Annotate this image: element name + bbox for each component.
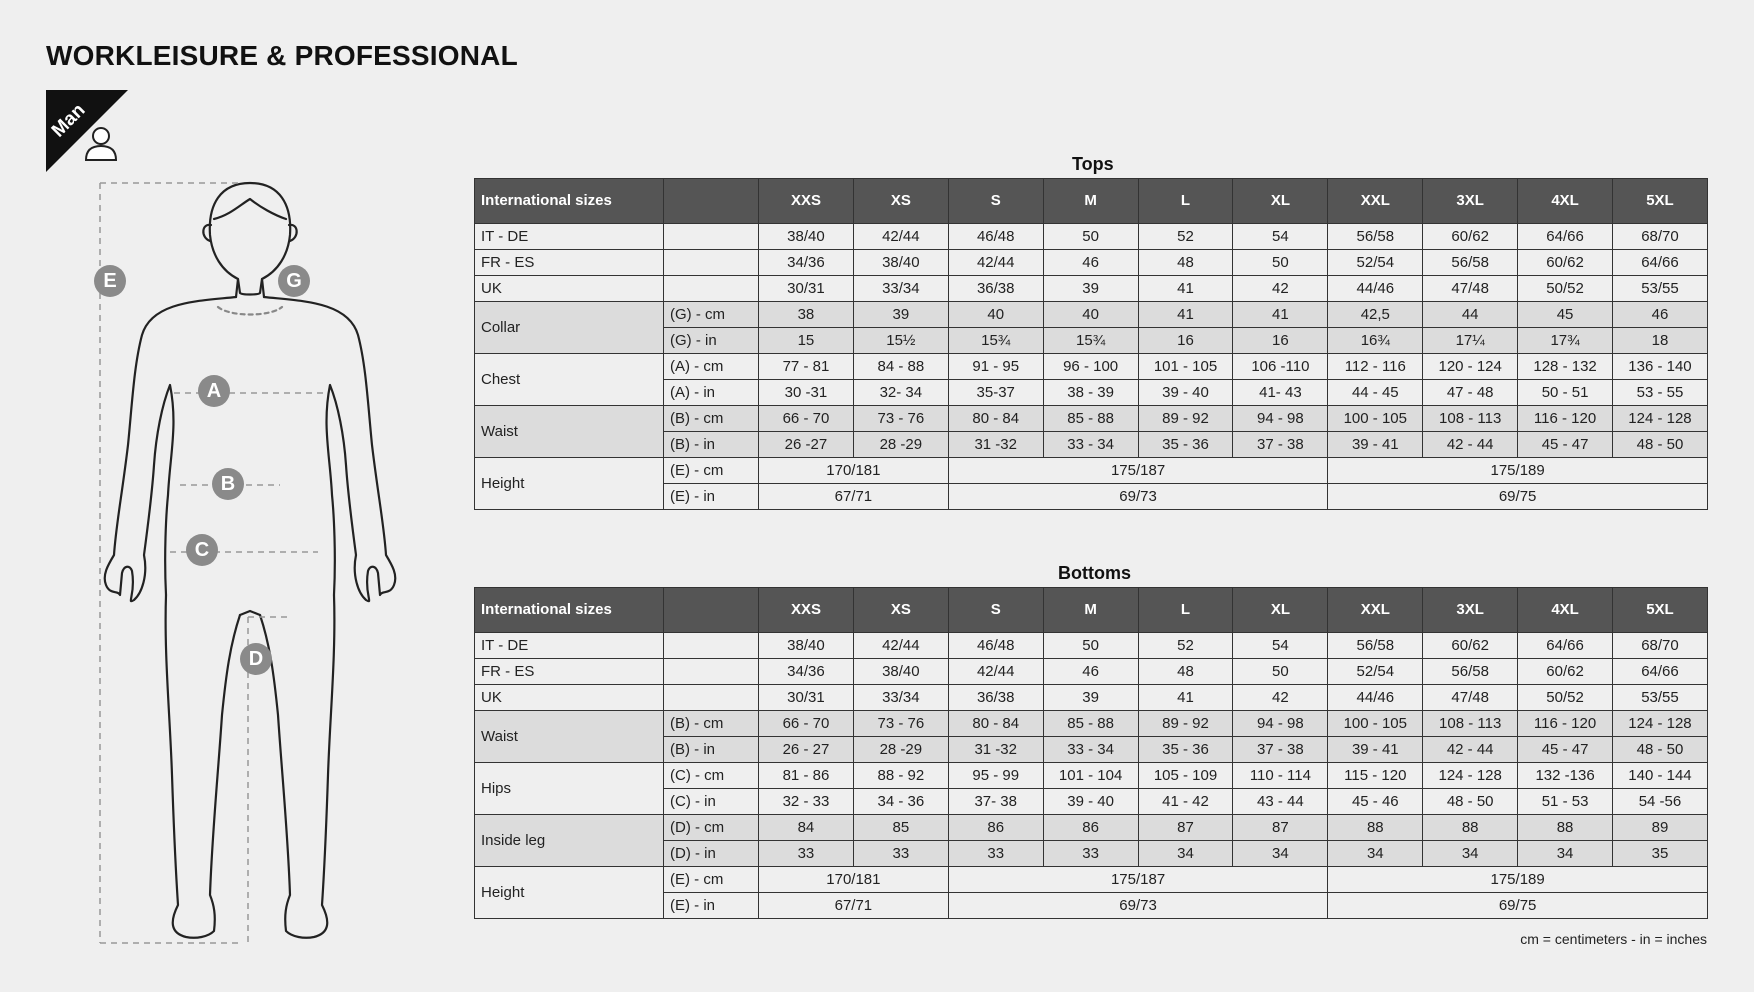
row-label: UK [475, 276, 664, 302]
size-cell: 33 [759, 841, 854, 867]
size-cell: 64/66 [1518, 633, 1613, 659]
size-cell: 54 -56 [1613, 789, 1708, 815]
size-cell: 60/62 [1423, 633, 1518, 659]
size-cell: 30/31 [759, 685, 854, 711]
size-header: XXS [759, 588, 854, 633]
size-cell: 38/40 [853, 250, 948, 276]
height-cell: 175/189 [1328, 458, 1708, 484]
row-unit: (C) - cm [664, 763, 759, 789]
size-cell: 52/54 [1328, 659, 1423, 685]
size-cell: 41 [1138, 276, 1233, 302]
row-unit: (A) - in [664, 380, 759, 406]
size-cell: 17¾ [1518, 328, 1613, 354]
size-cell: 88 - 92 [853, 763, 948, 789]
size-cell: 39 - 40 [1138, 380, 1233, 406]
size-cell: 66 - 70 [759, 406, 854, 432]
size-cell: 84 [759, 815, 854, 841]
size-cell: 81 - 86 [759, 763, 854, 789]
size-cell: 56/58 [1423, 659, 1518, 685]
height-cell: 170/181 [759, 867, 949, 893]
size-cell: 60/62 [1518, 659, 1613, 685]
size-cell: 45 - 46 [1328, 789, 1423, 815]
size-cell: 115 - 120 [1328, 763, 1423, 789]
size-cell: 52/54 [1328, 250, 1423, 276]
size-cell: 60/62 [1518, 250, 1613, 276]
header-row [475, 588, 1708, 633]
size-cell: 52 [1138, 224, 1233, 250]
size-cell: 56/58 [1328, 633, 1423, 659]
size-cell: 54 [1233, 633, 1328, 659]
size-cell: 112 - 116 [1328, 354, 1423, 380]
size-cell: 100 - 105 [1328, 406, 1423, 432]
body-figure [90, 175, 420, 955]
size-cell: 16 [1138, 328, 1233, 354]
row-unit: (D) - in [664, 841, 759, 867]
size-cell: 26 -27 [759, 432, 854, 458]
size-cell: 50 [1233, 250, 1328, 276]
size-cell: 77 - 81 [759, 354, 854, 380]
bottoms-caption: Bottoms [1058, 563, 1131, 583]
row-label: Inside leg [475, 815, 664, 867]
row-unit [664, 276, 759, 302]
height-cell: 67/71 [759, 893, 949, 919]
size-cell: 56/58 [1423, 250, 1518, 276]
size-header: S [948, 588, 1043, 633]
row-label: Chest [475, 354, 664, 406]
size-cell: 35-37 [948, 380, 1043, 406]
size-cell: 132 -136 [1518, 763, 1613, 789]
height-cell: 69/75 [1328, 484, 1708, 510]
table-row [475, 711, 1708, 737]
header-label: International sizes [475, 588, 664, 633]
size-cell: 45 - 47 [1518, 737, 1613, 763]
table-row [475, 458, 1708, 484]
size-cell: 41 - 42 [1138, 789, 1233, 815]
size-cell: 48 - 50 [1613, 432, 1708, 458]
size-cell: 32- 34 [853, 380, 948, 406]
row-unit: (G) - in [664, 328, 759, 354]
header-unit [664, 588, 759, 633]
row-unit [664, 250, 759, 276]
marker-g: G [278, 265, 310, 297]
size-cell: 46/48 [948, 224, 1043, 250]
height-cell: 175/189 [1328, 867, 1708, 893]
size-header: 3XL [1423, 179, 1518, 224]
size-cell: 35 [1613, 841, 1708, 867]
size-header: S [948, 179, 1043, 224]
size-cell: 33/34 [853, 685, 948, 711]
size-cell: 34 [1328, 841, 1423, 867]
person-icon [86, 128, 116, 160]
table-row [475, 224, 1708, 250]
size-header: XL [1233, 179, 1328, 224]
size-cell: 38 - 39 [1043, 380, 1138, 406]
row-unit: (D) - cm [664, 815, 759, 841]
size-cell: 45 - 47 [1518, 432, 1613, 458]
size-cell: 120 - 124 [1423, 354, 1518, 380]
size-cell: 64/66 [1613, 250, 1708, 276]
size-header: 5XL [1613, 179, 1708, 224]
row-unit: (E) - cm [664, 458, 759, 484]
size-cell: 60/62 [1423, 224, 1518, 250]
height-cell: 170/181 [759, 458, 949, 484]
header-row [475, 179, 1708, 224]
row-unit: (B) - in [664, 737, 759, 763]
size-cell: 86 [948, 815, 1043, 841]
size-cell: 36/38 [948, 276, 1043, 302]
size-header: XXL [1328, 179, 1423, 224]
size-cell: 96 - 100 [1043, 354, 1138, 380]
badge-label: Man [47, 99, 90, 142]
size-cell: 47/48 [1423, 685, 1518, 711]
row-unit [664, 659, 759, 685]
size-cell: 73 - 76 [853, 711, 948, 737]
size-header: XS [853, 179, 948, 224]
row-unit [664, 685, 759, 711]
table-row [475, 276, 1708, 302]
size-cell: 42/44 [948, 250, 1043, 276]
size-cell: 89 [1613, 815, 1708, 841]
size-cell: 89 - 92 [1138, 711, 1233, 737]
size-cell: 34 [1518, 841, 1613, 867]
size-cell: 48 - 50 [1613, 737, 1708, 763]
size-cell: 54 [1233, 224, 1328, 250]
marker-e: E [94, 265, 126, 297]
size-cell: 37 - 38 [1233, 737, 1328, 763]
size-cell: 39 [1043, 685, 1138, 711]
size-cell: 33 [1043, 841, 1138, 867]
row-unit: (B) - cm [664, 406, 759, 432]
size-cell: 108 - 113 [1423, 406, 1518, 432]
size-cell: 94 - 98 [1233, 406, 1328, 432]
row-unit: (A) - cm [664, 354, 759, 380]
size-header: 5XL [1613, 588, 1708, 633]
size-cell: 50 [1233, 659, 1328, 685]
size-cell: 80 - 84 [948, 711, 1043, 737]
size-cell: 87 [1233, 815, 1328, 841]
size-header: XXL [1328, 588, 1423, 633]
size-cell: 16¾ [1328, 328, 1423, 354]
table-row [475, 633, 1708, 659]
size-cell: 128 - 132 [1518, 354, 1613, 380]
table-row [475, 302, 1708, 328]
size-cell: 86 [1043, 815, 1138, 841]
row-unit: (G) - cm [664, 302, 759, 328]
row-label: Waist [475, 406, 664, 458]
size-cell: 140 - 144 [1613, 763, 1708, 789]
size-cell: 30/31 [759, 276, 854, 302]
size-cell: 42 [1233, 276, 1328, 302]
table-row [475, 815, 1708, 841]
size-cell: 84 - 88 [853, 354, 948, 380]
size-cell: 36/38 [948, 685, 1043, 711]
table-row [475, 250, 1708, 276]
size-cell: 38/40 [759, 224, 854, 250]
size-cell: 39 - 40 [1043, 789, 1138, 815]
size-cell: 38 [759, 302, 854, 328]
size-cell: 18 [1613, 328, 1708, 354]
size-cell: 52 [1138, 633, 1233, 659]
size-cell: 39 - 41 [1328, 737, 1423, 763]
table-row [475, 659, 1708, 685]
size-cell: 85 [853, 815, 948, 841]
marker-b: B [212, 468, 244, 500]
table-row [475, 406, 1708, 432]
size-cell: 34 - 36 [853, 789, 948, 815]
size-header: 3XL [1423, 588, 1518, 633]
size-cell: 88 [1423, 815, 1518, 841]
size-cell: 88 [1518, 815, 1613, 841]
size-cell: 50/52 [1518, 276, 1613, 302]
size-cell: 40 [948, 302, 1043, 328]
size-cell: 124 - 128 [1613, 406, 1708, 432]
size-header: XL [1233, 588, 1328, 633]
size-cell: 53/55 [1613, 685, 1708, 711]
size-cell: 30 -31 [759, 380, 854, 406]
height-cell: 69/75 [1328, 893, 1708, 919]
tops-caption: Tops [1072, 154, 1114, 174]
size-cell: 38/40 [759, 633, 854, 659]
size-cell: 33 [853, 841, 948, 867]
size-cell: 41 [1233, 302, 1328, 328]
size-cell: 85 - 88 [1043, 711, 1138, 737]
size-cell: 41 [1138, 302, 1233, 328]
size-cell: 124 - 128 [1613, 711, 1708, 737]
height-cell: 175/187 [948, 867, 1328, 893]
size-cell: 42 [1233, 685, 1328, 711]
row-label: IT - DE [475, 224, 664, 250]
size-cell: 41 [1138, 685, 1233, 711]
size-header: 4XL [1518, 179, 1613, 224]
size-cell: 26 - 27 [759, 737, 854, 763]
height-cell: 69/73 [948, 484, 1328, 510]
size-cell: 34/36 [759, 659, 854, 685]
row-label: FR - ES [475, 659, 664, 685]
units-footnote: cm = centimeters - in = inches [1520, 931, 1707, 947]
size-cell: 100 - 105 [1328, 711, 1423, 737]
row-label: IT - DE [475, 633, 664, 659]
marker-c: C [186, 534, 218, 566]
size-cell: 89 - 92 [1138, 406, 1233, 432]
size-cell: 101 - 104 [1043, 763, 1138, 789]
size-cell: 37- 38 [948, 789, 1043, 815]
size-cell: 17¼ [1423, 328, 1518, 354]
row-unit: (B) - cm [664, 711, 759, 737]
row-label: Height [475, 458, 664, 510]
marker-a: A [198, 375, 230, 407]
bottoms-size-table [474, 587, 1708, 919]
size-cell: 42 - 44 [1423, 432, 1518, 458]
size-cell: 51 - 53 [1518, 789, 1613, 815]
size-cell: 124 - 128 [1423, 763, 1518, 789]
height-cell: 69/73 [948, 893, 1328, 919]
row-label: Height [475, 867, 664, 919]
size-cell: 50 - 51 [1518, 380, 1613, 406]
row-label: FR - ES [475, 250, 664, 276]
size-cell: 42/44 [853, 633, 948, 659]
size-cell: 53/55 [1613, 276, 1708, 302]
size-cell: 48 [1138, 250, 1233, 276]
size-cell: 32 - 33 [759, 789, 854, 815]
size-cell: 44 - 45 [1328, 380, 1423, 406]
size-cell: 48 - 50 [1423, 789, 1518, 815]
table-row [475, 763, 1708, 789]
man-badge [46, 90, 128, 172]
size-cell: 15¾ [1043, 328, 1138, 354]
size-cell: 33 - 34 [1043, 432, 1138, 458]
size-cell: 40 [1043, 302, 1138, 328]
size-cell: 42/44 [853, 224, 948, 250]
size-cell: 66 - 70 [759, 711, 854, 737]
size-cell: 31 -32 [948, 432, 1043, 458]
size-header: L [1138, 588, 1233, 633]
size-cell: 16 [1233, 328, 1328, 354]
size-cell: 34 [1138, 841, 1233, 867]
size-cell: 91 - 95 [948, 354, 1043, 380]
table-row [475, 685, 1708, 711]
size-cell: 28 -29 [853, 432, 948, 458]
size-cell: 101 - 105 [1138, 354, 1233, 380]
size-cell: 46 [1043, 659, 1138, 685]
size-cell: 45 [1518, 302, 1613, 328]
size-cell: 85 - 88 [1043, 406, 1138, 432]
size-cell: 42 - 44 [1423, 737, 1518, 763]
size-cell: 28 -29 [853, 737, 948, 763]
row-label: Collar [475, 302, 664, 354]
size-cell: 46/48 [948, 633, 1043, 659]
size-cell: 35 - 36 [1138, 432, 1233, 458]
table-row [475, 354, 1708, 380]
size-header: M [1043, 588, 1138, 633]
height-cell: 175/187 [948, 458, 1328, 484]
row-label: UK [475, 685, 664, 711]
size-cell: 31 -32 [948, 737, 1043, 763]
size-cell: 56/58 [1328, 224, 1423, 250]
size-cell: 46 [1043, 250, 1138, 276]
size-cell: 41- 43 [1233, 380, 1328, 406]
size-cell: 136 - 140 [1613, 354, 1708, 380]
size-cell: 47/48 [1423, 276, 1518, 302]
row-unit: (C) - in [664, 789, 759, 815]
size-cell: 33/34 [853, 276, 948, 302]
size-cell: 38/40 [853, 659, 948, 685]
body-outline-icon [90, 175, 420, 955]
size-cell: 44 [1423, 302, 1518, 328]
size-cell: 39 - 41 [1328, 432, 1423, 458]
size-cell: 64/66 [1613, 659, 1708, 685]
row-unit: (E) - cm [664, 867, 759, 893]
size-cell: 73 - 76 [853, 406, 948, 432]
size-cell: 33 - 34 [1043, 737, 1138, 763]
size-cell: 34/36 [759, 250, 854, 276]
size-cell: 108 - 113 [1423, 711, 1518, 737]
size-cell: 116 - 120 [1518, 711, 1613, 737]
size-cell: 35 - 36 [1138, 737, 1233, 763]
size-header: L [1138, 179, 1233, 224]
size-cell: 50 [1043, 224, 1138, 250]
size-header: M [1043, 179, 1138, 224]
size-cell: 42/44 [948, 659, 1043, 685]
size-cell: 34 [1423, 841, 1518, 867]
size-cell: 37 - 38 [1233, 432, 1328, 458]
row-unit: (E) - in [664, 893, 759, 919]
size-cell: 43 - 44 [1233, 789, 1328, 815]
size-cell: 110 - 114 [1233, 763, 1328, 789]
size-cell: 94 - 98 [1233, 711, 1328, 737]
size-cell: 116 - 120 [1518, 406, 1613, 432]
size-cell: 44/46 [1328, 276, 1423, 302]
row-label: Waist [475, 711, 664, 763]
row-label: Hips [475, 763, 664, 815]
header-label: International sizes [475, 179, 664, 224]
size-cell: 80 - 84 [948, 406, 1043, 432]
row-unit: (E) - in [664, 484, 759, 510]
size-cell: 50 [1043, 633, 1138, 659]
size-cell: 68/70 [1613, 633, 1708, 659]
size-header: 4XL [1518, 588, 1613, 633]
size-cell: 15 [759, 328, 854, 354]
tops-size-table [474, 178, 1708, 510]
size-cell: 105 - 109 [1138, 763, 1233, 789]
table-row [475, 867, 1708, 893]
size-cell: 46 [1613, 302, 1708, 328]
size-cell: 95 - 99 [948, 763, 1043, 789]
size-cell: 42,5 [1328, 302, 1423, 328]
size-cell: 15¾ [948, 328, 1043, 354]
height-cell: 67/71 [759, 484, 949, 510]
size-cell: 33 [948, 841, 1043, 867]
size-cell: 48 [1138, 659, 1233, 685]
size-cell: 39 [853, 302, 948, 328]
size-cell: 88 [1328, 815, 1423, 841]
size-cell: 47 - 48 [1423, 380, 1518, 406]
row-unit [664, 224, 759, 250]
header-unit [664, 179, 759, 224]
size-cell: 15½ [853, 328, 948, 354]
row-unit: (B) - in [664, 432, 759, 458]
size-cell: 106 -110 [1233, 354, 1328, 380]
size-cell: 68/70 [1613, 224, 1708, 250]
size-cell: 44/46 [1328, 685, 1423, 711]
size-cell: 87 [1138, 815, 1233, 841]
row-unit [664, 633, 759, 659]
size-cell: 53 - 55 [1613, 380, 1708, 406]
size-cell: 39 [1043, 276, 1138, 302]
size-header: XS [853, 588, 948, 633]
marker-d: D [240, 643, 272, 675]
page-title: WORKLEISURE & PROFESSIONAL [46, 40, 518, 71]
size-header: XXS [759, 179, 854, 224]
size-cell: 50/52 [1518, 685, 1613, 711]
size-cell: 64/66 [1518, 224, 1613, 250]
size-cell: 34 [1233, 841, 1328, 867]
